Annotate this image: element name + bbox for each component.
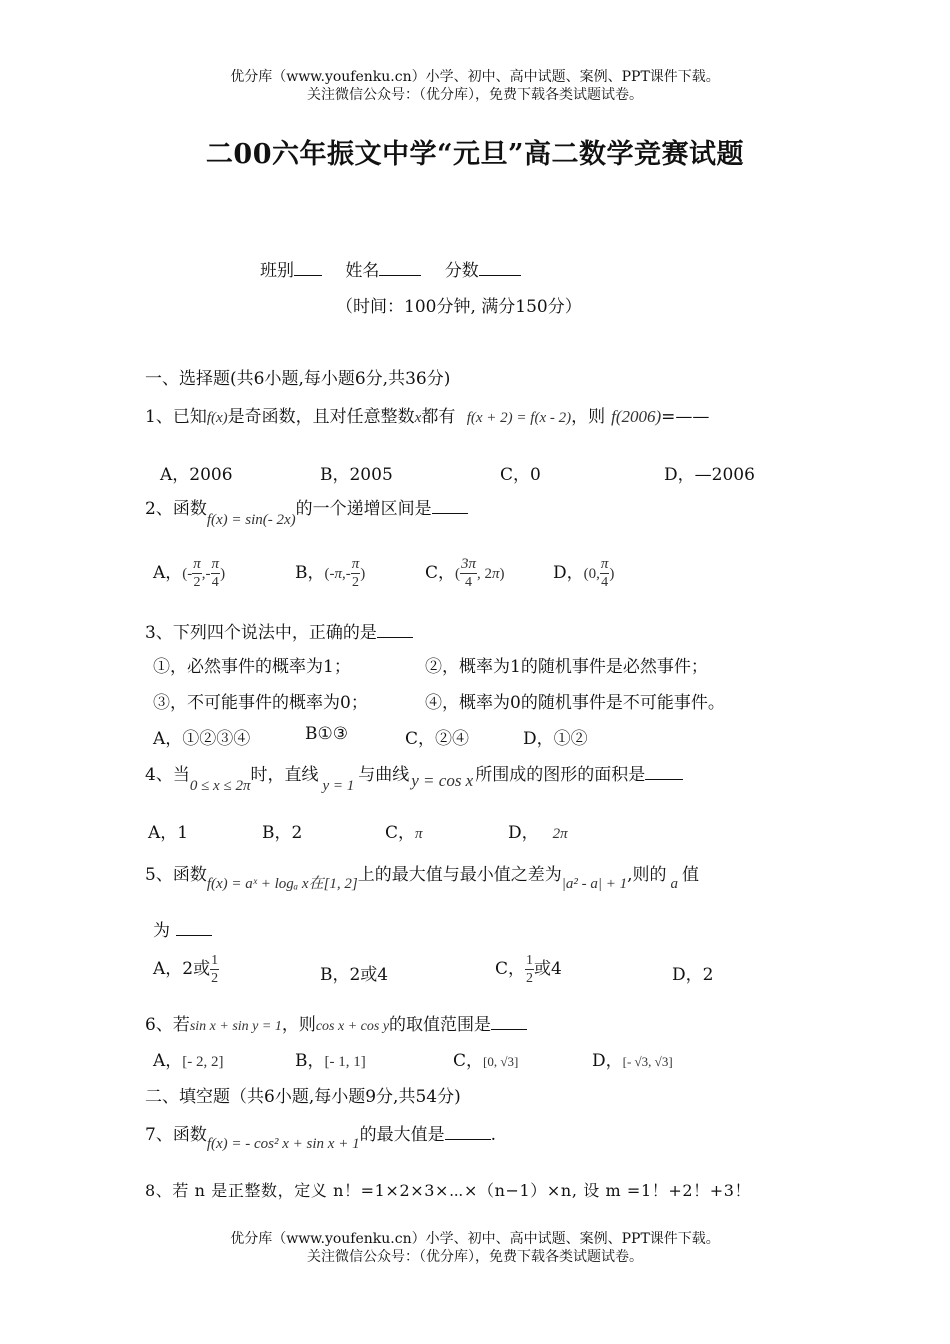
q7-number: 7、函数 xyxy=(145,1125,207,1145)
q6-option-a[interactable] xyxy=(153,1046,224,1071)
q4-answer-blank[interactable] xyxy=(645,765,683,780)
fraction xyxy=(460,556,477,591)
q6-text-1: ，则 xyxy=(281,1015,316,1035)
q6-text-2: 的取值范围是 xyxy=(389,1015,492,1035)
q4-option-b[interactable]: B，2 xyxy=(262,823,303,843)
q6-option-b[interactable] xyxy=(295,1046,366,1071)
question-8: 8、若 n 是正整数，定义 n！=1×2×3×⋯×（n−1）×n, 设 m =1！+2！+3！ xyxy=(145,1181,752,1200)
q6-c-label: C， xyxy=(453,1051,484,1071)
page-header xyxy=(0,68,950,104)
neg-sign: - xyxy=(205,566,211,582)
q2-option-a[interactable]: A，(- $\frac{\pi}{2}$ ,- $\frac{\pi}{4}$ ) xyxy=(153,556,226,590)
q6-d-label: D， xyxy=(592,1051,623,1071)
fraction xyxy=(351,556,361,591)
frac-den: 2 xyxy=(526,971,534,986)
q2-text: 的一个递增区间是 xyxy=(295,499,432,519)
q1-f2006: f(2006) xyxy=(611,407,662,426)
pi-symbol: π xyxy=(492,566,500,582)
frac-den: 4 xyxy=(465,575,473,590)
q6-expression: cos x + cos y xyxy=(315,1019,390,1034)
question-1 xyxy=(145,402,709,427)
frac-num: π xyxy=(351,556,360,572)
q2-number: 2、函数 xyxy=(145,499,207,519)
class-blank[interactable] xyxy=(294,261,322,276)
frac-num: 3π xyxy=(461,556,477,572)
student-info xyxy=(260,256,521,281)
q3-option-a[interactable]: A，①②③④ xyxy=(153,729,251,749)
q1-fx: f(x) xyxy=(206,410,228,426)
q5-text-2: ,则的 xyxy=(627,865,667,885)
q5-c-label: C， xyxy=(495,959,526,979)
question-5 xyxy=(145,860,700,892)
page-title: 二00六年振文中学“元旦”高二数学竞赛试题 xyxy=(205,139,745,170)
name-blank[interactable] xyxy=(379,261,421,276)
q5-function: f(x) = aˣ + logₐ x在[1, 2] xyxy=(206,876,358,892)
q4-line: y = 1 xyxy=(322,778,355,794)
q6-number: 6、若 xyxy=(145,1015,190,1035)
q2-option-b[interactable]: B，(-π,- $\frac{\pi}{2}$ ) xyxy=(295,556,366,590)
q2-answer-blank[interactable] xyxy=(432,499,468,514)
q4-curve: y = cos x xyxy=(411,771,474,790)
q2-option-d[interactable]: D，(0, $\frac{\pi}{4}$ ) xyxy=(553,556,615,590)
q2-option-c[interactable]: C，( $\frac{3\pi}{4}$ , 2π) xyxy=(425,556,505,590)
question-5-cont xyxy=(153,916,212,941)
question-7 xyxy=(145,1120,496,1152)
footer-line-1: 优分库（www.youfenku.cn）小学、初中、高中试题、案例、PPT课件下载。 xyxy=(230,1231,720,1247)
q3-statement-2: ②，概率为1的随机事件是必然事件； xyxy=(425,657,708,677)
q5-a-label: A，2或 xyxy=(153,959,211,979)
q6-c-value: [0, √3] xyxy=(483,1054,519,1069)
q6-answer-blank[interactable] xyxy=(491,1015,527,1030)
q2-c-label: C， xyxy=(425,563,456,583)
fraction xyxy=(600,556,610,591)
score-label: 分数 xyxy=(444,261,479,281)
q2-d-label: D， xyxy=(553,563,584,583)
q3-statement-3: ③，不可能事件的概率为0； xyxy=(153,693,368,713)
neg-sign: - xyxy=(187,566,193,582)
q4-d-label: D， xyxy=(508,823,539,843)
q3-text: 3、下列四个说法中，正确的是 xyxy=(145,623,377,643)
q1-equation: f(x + 2) = f(x - 2) xyxy=(466,410,572,426)
q1-option-b[interactable]: B，2005 xyxy=(320,465,393,485)
q4-c-label: C， xyxy=(385,823,416,843)
q1-text-4: =—— xyxy=(661,407,710,427)
q6-a-value: [- 2, 2] xyxy=(182,1054,224,1070)
q4-option-c[interactable] xyxy=(385,818,423,843)
frac-den: 2 xyxy=(193,575,201,590)
q3-statement-1: ①，必然事件的概率为1； xyxy=(153,657,351,677)
header-line-2: 关注微信公众号：（优分库），免费下载各类试题试卷。 xyxy=(307,87,643,103)
q2-a-label: A， xyxy=(153,563,183,583)
q4-text-1: 时，直线 xyxy=(250,765,319,785)
q6-b-label: B， xyxy=(295,1051,325,1071)
frac-num: π xyxy=(211,556,220,572)
fraction xyxy=(211,556,221,591)
question-2 xyxy=(145,494,468,528)
q1-text-3: ，则 xyxy=(571,407,606,427)
q5-option-b[interactable]: B，2或4 xyxy=(320,965,389,985)
page-footer xyxy=(0,1230,950,1266)
class-label: 班别 xyxy=(260,261,294,281)
q4-text-2: 与曲线 xyxy=(358,765,410,785)
question-6 xyxy=(145,1010,527,1035)
q5-option-d[interactable]: D，2 xyxy=(672,965,714,985)
section-1-heading: 一、选择题(共6小题,每小题6分,共36分) xyxy=(145,369,451,389)
q1-option-d[interactable]: D，—2006 xyxy=(664,465,755,485)
q5-text-1: 上的最大值与最小值之差为 xyxy=(357,865,562,885)
header-line-1: 优分库（www.youfenku.cn）小学、初中、高中试题、案例、PPT课件下载。 xyxy=(230,69,720,85)
footer-line-2: 关注微信公众号：（优分库），免费下载各类试题试卷。 xyxy=(307,1249,643,1265)
q5-number: 5、函数 xyxy=(145,865,207,885)
q4-number: 4、当 xyxy=(145,765,190,785)
q7-text: 的最大值是 xyxy=(359,1125,445,1145)
score-blank[interactable] xyxy=(479,261,521,276)
q6-d-value: [- √3, √3] xyxy=(622,1054,673,1069)
q4-c-value: π xyxy=(415,826,423,842)
q5-c-suffix: 或4 xyxy=(534,959,562,979)
q6-a-label: A， xyxy=(153,1051,183,1071)
q5-a: a xyxy=(670,876,679,892)
question-4 xyxy=(145,760,683,794)
fraction xyxy=(210,952,219,987)
q3-statement-4: ④，概率为0的随机事件是不可能事件。 xyxy=(425,693,725,713)
q6-condition: sin x + sin y = 1 xyxy=(189,1019,282,1034)
q5-wei: 为 xyxy=(153,921,170,941)
q3-option-c[interactable]: C，②④ xyxy=(405,729,470,749)
question-3 xyxy=(145,618,413,643)
frac-num: π xyxy=(193,556,201,572)
q5-option-c[interactable] xyxy=(495,952,562,987)
time-note: （时间：100分钟, 满分150分） xyxy=(336,297,582,317)
frac-den: 2 xyxy=(352,575,360,590)
q7-period: . xyxy=(490,1125,496,1145)
q4-range: 0 ≤ x ≤ 2π xyxy=(189,778,251,794)
q6-option-c[interactable] xyxy=(453,1046,518,1071)
q1-option-c[interactable]: C，0 xyxy=(500,465,541,485)
q5-answer-blank[interactable] xyxy=(176,921,212,936)
section-2-heading: 二、填空题（共6小题,每小题9分,共54分) xyxy=(145,1087,461,1107)
q4-option-d[interactable] xyxy=(508,818,568,843)
frac-den: 4 xyxy=(601,575,609,590)
q2-function: f(x) = sin(- 2x) xyxy=(206,512,296,528)
neg-sign: - xyxy=(329,566,335,582)
q6-option-d[interactable] xyxy=(592,1046,673,1071)
frac-num: 1 xyxy=(211,953,219,968)
q2-b-label: B， xyxy=(295,563,325,583)
q1-text-1: 是奇函数，且对任意整数 xyxy=(227,407,415,427)
q6-b-value: [- 1, 1] xyxy=(324,1054,366,1070)
zero: 0 xyxy=(588,566,597,582)
name-label: 姓名 xyxy=(345,261,380,281)
fraction xyxy=(525,952,534,987)
q7-function: f(x) = - cos² x + sin x + 1 xyxy=(206,1136,360,1152)
frac-num: 1 xyxy=(526,953,534,968)
q5-option-a[interactable] xyxy=(153,952,219,987)
q4-text-3: 所围成的图形的面积是 xyxy=(475,765,646,785)
q5-expression: |a² - a| + 1 xyxy=(561,876,628,892)
q7-answer-blank[interactable] xyxy=(445,1125,491,1140)
pi-symbol: π xyxy=(334,566,343,582)
q3-answer-blank[interactable] xyxy=(377,623,413,638)
fraction xyxy=(192,556,202,591)
frac-den: 4 xyxy=(211,575,219,590)
q1-option-a[interactable]: A，2006 xyxy=(160,465,233,485)
q4-d-value: 2π xyxy=(552,826,568,842)
neg-sign: - xyxy=(345,566,351,582)
q3-option-b[interactable]: B①③ xyxy=(305,724,348,744)
frac-den: 2 xyxy=(211,971,219,986)
q1-x: x xyxy=(414,410,422,426)
q5-text-3: 值 xyxy=(682,865,700,885)
frac-num: π xyxy=(600,556,609,572)
q4-option-a[interactable]: A，1 xyxy=(148,823,189,843)
q1-text-2: 都有 xyxy=(421,407,456,427)
q1-number: 1、已知 xyxy=(145,407,207,427)
q3-option-d[interactable]: D，①② xyxy=(523,729,588,749)
